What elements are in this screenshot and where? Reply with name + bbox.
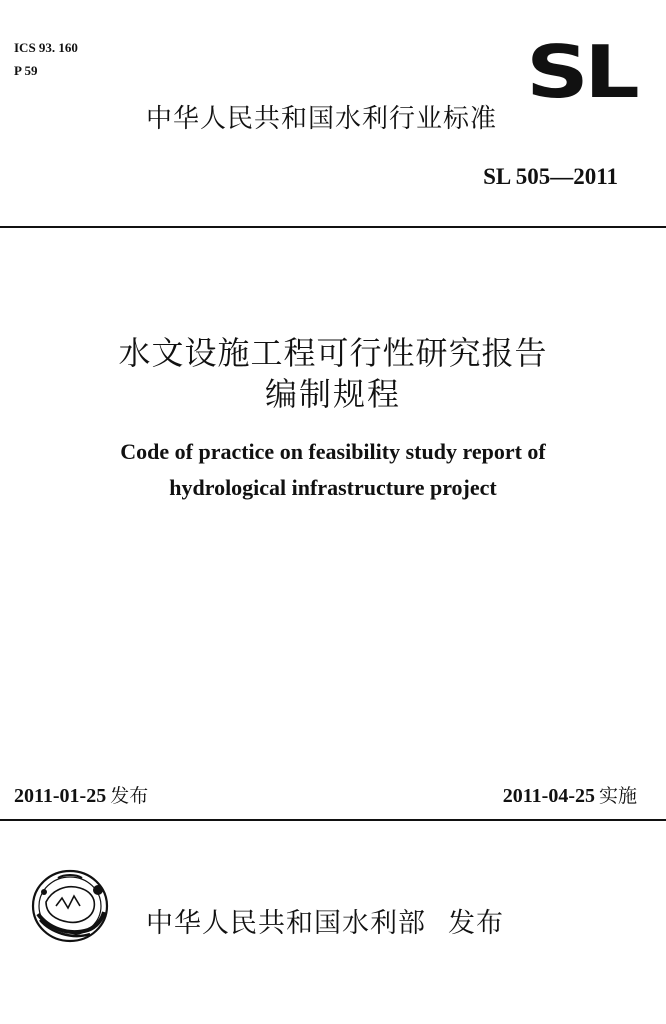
- ministry-seal-icon: [28, 862, 112, 946]
- title-cn-line2: 编制规程: [264, 375, 401, 413]
- top-divider: [0, 226, 666, 228]
- standard-type: 中华人民共和国水利行业标准: [146, 104, 498, 134]
- sl-logo: SL: [526, 30, 636, 115]
- publisher-line: [146, 906, 504, 942]
- implement-date: 2011-04-25: [502, 785, 595, 807]
- standard-number: SL 505—2011: [483, 164, 618, 189]
- issue-label: 发布: [110, 785, 149, 807]
- publish-action: 发布: [448, 908, 504, 939]
- issue-date: 2011-01-25: [14, 785, 107, 807]
- implement-date-block: [503, 783, 637, 809]
- publisher-name: 中华人民共和国水利部: [146, 908, 426, 939]
- p-code: P 59: [14, 63, 38, 78]
- title-en-line2: hydrological infrastructure project: [169, 475, 497, 500]
- ics-code: ICS 93. 160: [14, 40, 78, 55]
- bottom-divider: [0, 819, 666, 821]
- issue-date-block: [14, 783, 148, 809]
- implement-label: 实施: [598, 785, 637, 807]
- title-cn-line1: 水文设施工程可行性研究报告: [118, 334, 548, 372]
- title-en-line1: Code of practice on feasibility study report of: [120, 439, 546, 464]
